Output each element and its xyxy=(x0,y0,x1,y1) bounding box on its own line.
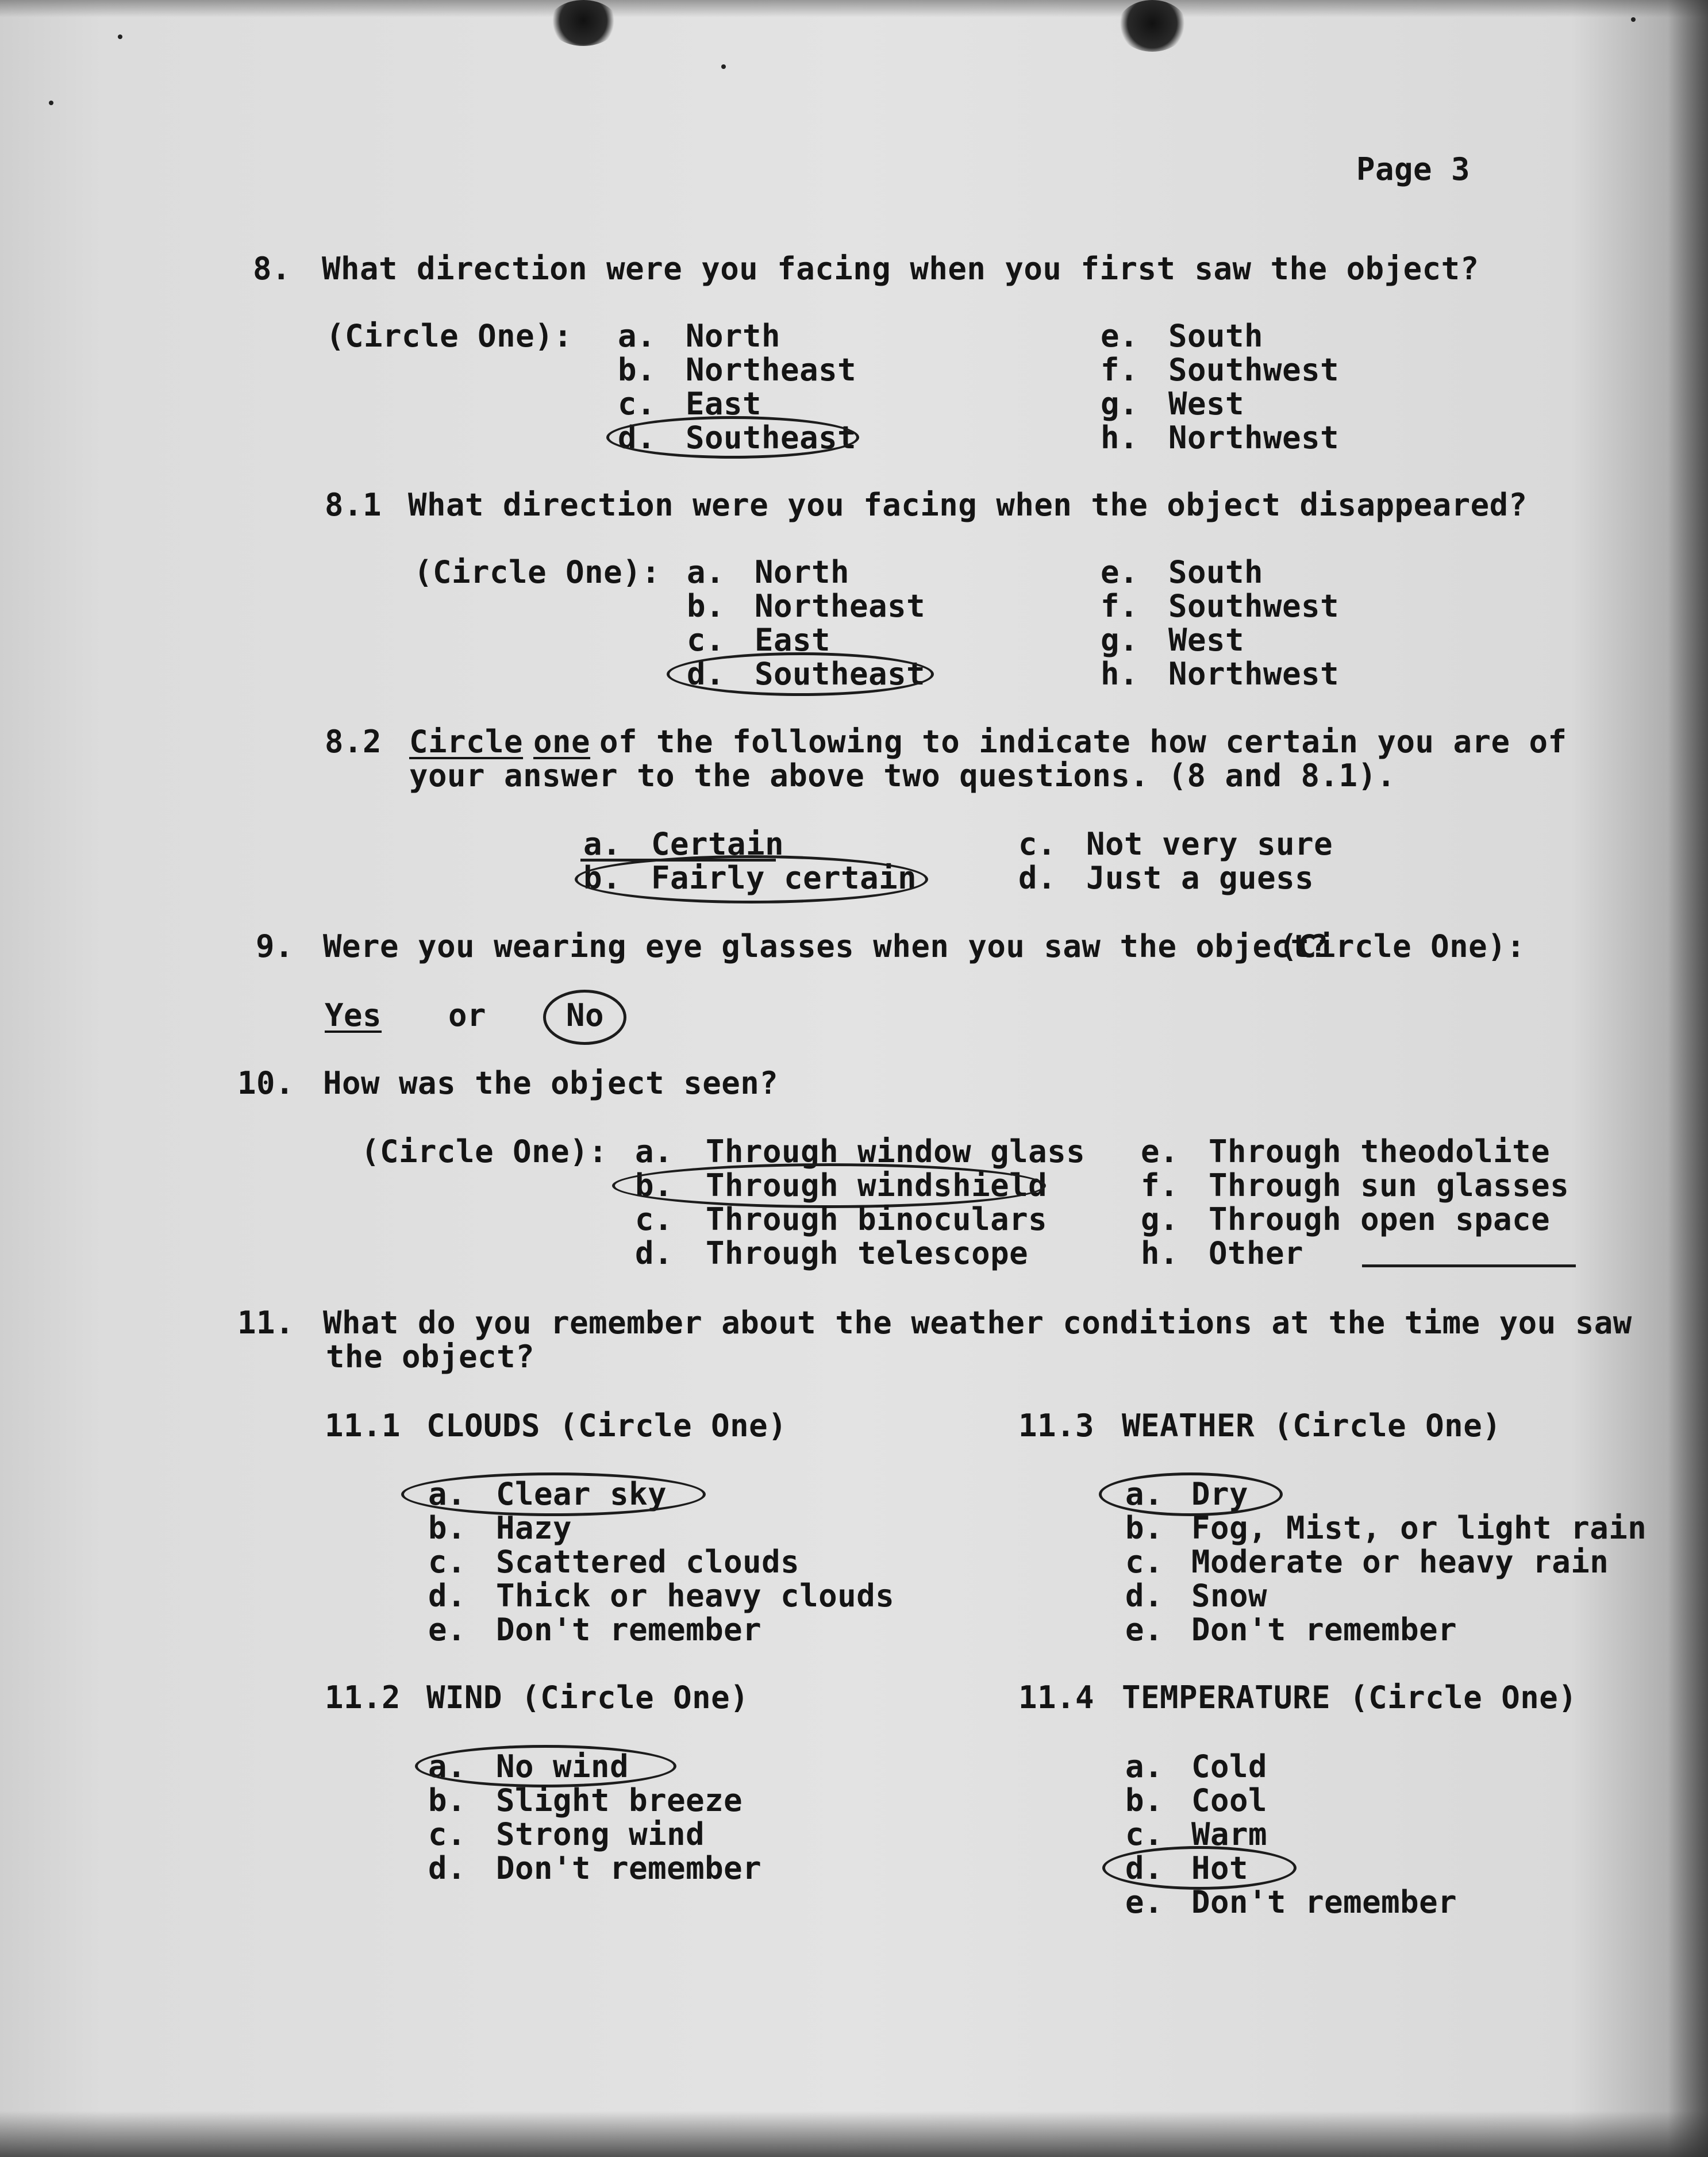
q11-4-number: 11.4 xyxy=(1018,1679,1095,1716)
weather-option-letter[interactable]: c. xyxy=(1125,1544,1164,1580)
q8-option-letter[interactable]: e. xyxy=(1101,318,1139,354)
q8-option-letter[interactable]: g. xyxy=(1101,386,1139,422)
q9-no-option[interactable]: No xyxy=(566,997,605,1033)
speck xyxy=(1631,17,1636,22)
q8-1-option-letter[interactable]: f. xyxy=(1101,588,1139,624)
q10-option-letter[interactable]: g. xyxy=(1141,1201,1179,1237)
q8-1-option-text[interactable]: West xyxy=(1168,622,1245,658)
q9-answer-circle xyxy=(543,990,626,1045)
q8-1-option-text[interactable]: East xyxy=(755,622,831,658)
q10-question: How was the object seen? xyxy=(323,1065,779,1101)
q9-yes-option[interactable]: Yes xyxy=(325,997,382,1033)
q11-number: 11. xyxy=(237,1305,295,1341)
temperature-option-letter[interactable]: e. xyxy=(1125,1884,1164,1920)
clouds-option-letter[interactable]: e. xyxy=(428,1612,467,1648)
q8-option-text[interactable]: Northeast xyxy=(686,352,857,388)
q8-2-question: of the following to indicate how certain you are of xyxy=(599,724,1567,760)
q11-1-number: 11.1 xyxy=(325,1408,401,1444)
speck xyxy=(49,101,53,105)
clouds-option-text[interactable]: Clear sky xyxy=(496,1476,667,1512)
q8-1-option-text[interactable]: Southwest xyxy=(1168,588,1340,624)
clouds-option-text[interactable]: Don't remember xyxy=(496,1612,762,1648)
wind-option-text[interactable]: Strong wind xyxy=(496,1816,705,1852)
temperature-option-text[interactable]: Warm xyxy=(1191,1816,1268,1852)
wind-option-text[interactable]: Don't remember xyxy=(496,1850,762,1886)
temperature-option-letter[interactable]: a. xyxy=(1125,1748,1164,1785)
q8-1-option-text[interactable]: Southeast xyxy=(755,656,926,692)
temperature-option-text[interactable]: Cold xyxy=(1191,1748,1268,1785)
weather-option-letter[interactable]: e. xyxy=(1125,1612,1164,1648)
q8-option-letter[interactable]: a. xyxy=(618,318,656,354)
clouds-option-letter[interactable]: a. xyxy=(428,1476,467,1512)
temperature-option-text[interactable]: Cool xyxy=(1191,1782,1268,1818)
q8-2-answer-circle xyxy=(575,855,928,903)
q8-1-answer-circle xyxy=(667,652,934,696)
weather-option-letter[interactable]: b. xyxy=(1125,1510,1164,1546)
q8-2-option-text[interactable]: Just a guess xyxy=(1086,860,1314,896)
q10-option-letter[interactable]: d. xyxy=(635,1235,674,1271)
clouds-option-letter[interactable]: d. xyxy=(428,1578,467,1614)
q8-1-option-letter[interactable]: g. xyxy=(1101,622,1139,658)
temperature-option-letter[interactable]: b. xyxy=(1125,1782,1164,1818)
q10-option-text[interactable]: Through sun glasses xyxy=(1209,1167,1569,1204)
weather-option-text[interactable]: Dry xyxy=(1191,1476,1249,1512)
q8-1-question: What direction were you facing when the object disappeared? xyxy=(408,487,1528,523)
q10-option-letter[interactable]: c. xyxy=(635,1201,674,1237)
speck xyxy=(118,34,122,39)
q10-option-text[interactable]: Through binoculars xyxy=(706,1201,1048,1237)
q8-2-option-text[interactable]: Not very sure xyxy=(1086,826,1333,862)
q8-option-text[interactable]: East xyxy=(686,386,762,422)
q10-instruction: (Circle One): xyxy=(361,1133,608,1170)
q8-2-option-letter[interactable]: a. xyxy=(583,826,622,862)
q8-instruction: (Circle One): xyxy=(326,318,573,354)
q11-1-title: CLOUDS (Circle One) xyxy=(426,1408,787,1444)
q8-option-letter[interactable]: d. xyxy=(618,420,656,456)
q8-option-letter[interactable]: c. xyxy=(618,386,656,422)
wind-option-text[interactable]: Slight breeze xyxy=(496,1782,743,1818)
speck xyxy=(721,64,726,69)
q8-option-text[interactable]: North xyxy=(686,318,781,354)
weather-option-letter[interactable]: d. xyxy=(1125,1578,1164,1614)
q8-1-option-text[interactable]: Northwest xyxy=(1168,656,1340,692)
q8-2-number: 8.2 xyxy=(325,724,382,760)
page-number: Page 3 xyxy=(1356,151,1471,187)
q8-question: What direction were you facing when you first saw the object? xyxy=(322,251,1479,287)
q11-2-title: WIND (Circle One) xyxy=(426,1679,749,1716)
temperature-option-letter[interactable]: d. xyxy=(1125,1850,1164,1886)
q10-option-letter[interactable]: h. xyxy=(1141,1235,1179,1271)
scan-shadow-right xyxy=(1668,0,1708,2157)
clouds-option-text[interactable]: Scattered clouds xyxy=(496,1544,800,1580)
q11-3-number: 11.3 xyxy=(1018,1408,1095,1444)
q10-other-blank[interactable] xyxy=(1362,1264,1576,1267)
q11-2-number: 11.2 xyxy=(325,1679,401,1716)
q8-1-instruction: (Circle One): xyxy=(414,554,661,590)
q8-option-text[interactable]: South xyxy=(1168,318,1264,354)
weather-option-text[interactable]: Snow xyxy=(1191,1578,1268,1614)
q10-option-letter[interactable]: b. xyxy=(635,1167,674,1204)
q8-1-option-letter[interactable]: b. xyxy=(687,588,725,624)
q9-instruction: (Circle One): xyxy=(1279,928,1526,964)
q8-2-one-word: one xyxy=(533,724,591,760)
q8-1-option-text[interactable]: Northeast xyxy=(755,588,926,624)
weather-option-text[interactable]: Moderate or heavy rain xyxy=(1191,1544,1609,1580)
wind-option-text[interactable]: No wind xyxy=(496,1748,629,1785)
temperature-answer-circle xyxy=(1102,1846,1297,1890)
q8-1-option-letter[interactable]: h. xyxy=(1101,656,1139,692)
q9-number: 9. xyxy=(256,928,294,964)
q8-2-option-letter[interactable]: d. xyxy=(1018,860,1057,896)
q10-option-text[interactable]: Through open space xyxy=(1209,1201,1551,1237)
q8-option-letter[interactable]: f. xyxy=(1101,352,1139,388)
q10-number: 10. xyxy=(237,1065,295,1101)
q10-option-text[interactable]: Through window glass xyxy=(706,1133,1086,1170)
wind-option-letter[interactable]: b. xyxy=(428,1782,467,1818)
clouds-option-letter[interactable]: b. xyxy=(428,1510,467,1546)
q8-2-circle-word: Circle xyxy=(409,724,524,760)
temperature-option-text[interactable]: Don't remember xyxy=(1191,1884,1457,1920)
q10-option-letter[interactable]: f. xyxy=(1141,1167,1179,1204)
wind-option-letter[interactable]: c. xyxy=(428,1816,467,1852)
q8-option-letter[interactable]: b. xyxy=(618,352,656,388)
q8-2-option-text[interactable]: Fairly certain xyxy=(651,860,917,896)
wind-option-letter[interactable]: a. xyxy=(428,1748,467,1785)
q8-option-letter[interactable]: h. xyxy=(1101,420,1139,456)
q10-option-text[interactable]: Through telescope xyxy=(706,1235,1029,1271)
q8-1-number: 8.1 xyxy=(325,487,382,523)
q8-2-option-text[interactable]: Certain xyxy=(651,826,784,862)
q8-2-option-letter[interactable]: c. xyxy=(1018,826,1057,862)
wind-answer-circle xyxy=(415,1745,676,1787)
q8-answer-circle xyxy=(606,416,859,459)
weather-option-text[interactable]: Fog, Mist, or light rain xyxy=(1191,1510,1647,1546)
q10-option-text[interactable]: Through windshield xyxy=(706,1167,1048,1204)
q11-question: What do you remember about the weather conditions at the time you saw xyxy=(323,1305,1632,1341)
q8-1-option-letter[interactable]: e. xyxy=(1101,554,1139,590)
temperature-option-text[interactable]: Hot xyxy=(1191,1850,1249,1886)
punch-hole-right xyxy=(1118,0,1187,52)
q8-number: 8. xyxy=(253,251,291,287)
q8-2-question-line2: your answer to the above two questions. (8 and 8.1). xyxy=(409,758,1396,794)
q8-1-option-letter[interactable]: d. xyxy=(687,656,725,692)
q9-or-label: or xyxy=(448,997,487,1033)
q8-2-option-letter[interactable]: b. xyxy=(583,860,622,896)
q10-option-text[interactable]: Other xyxy=(1209,1235,1304,1271)
q11-3-title: WEATHER (Circle One) xyxy=(1122,1408,1502,1444)
punch-hole-left xyxy=(549,0,618,46)
temperature-option-letter[interactable]: c. xyxy=(1125,1816,1164,1852)
q8-1-option-letter[interactable]: a. xyxy=(687,554,725,590)
weather-option-letter[interactable]: a. xyxy=(1125,1476,1164,1512)
q8-1-option-letter[interactable]: c. xyxy=(687,622,725,658)
q10-option-letter[interactable]: e. xyxy=(1141,1133,1179,1170)
wind-option-letter[interactable]: d. xyxy=(428,1850,467,1886)
q8-option-text[interactable]: West xyxy=(1168,386,1245,422)
clouds-option-text[interactable]: Hazy xyxy=(496,1510,572,1546)
q10-option-text[interactable]: Through theodolite xyxy=(1209,1133,1551,1170)
q8-option-text[interactable]: Northwest xyxy=(1168,420,1340,456)
q10-option-letter[interactable]: a. xyxy=(635,1133,674,1170)
q11-question-line2: the object? xyxy=(326,1339,535,1375)
q8-option-text[interactable]: Southwest xyxy=(1168,352,1340,388)
q8-option-text[interactable]: Southeast xyxy=(686,420,857,456)
q8-1-option-text[interactable]: North xyxy=(755,554,850,590)
q9-question: Were you wearing eye glasses when you saw the object? xyxy=(323,928,1329,964)
clouds-option-text[interactable]: Thick or heavy clouds xyxy=(496,1578,895,1614)
clouds-option-letter[interactable]: c. xyxy=(428,1544,467,1580)
q11-4-title: TEMPERATURE (Circle One) xyxy=(1122,1679,1578,1716)
q8-1-option-text[interactable]: South xyxy=(1168,554,1264,590)
weather-option-text[interactable]: Don't remember xyxy=(1191,1612,1457,1648)
scan-shadow-top xyxy=(0,0,1708,17)
scan-shadow-bottom xyxy=(0,2111,1708,2157)
